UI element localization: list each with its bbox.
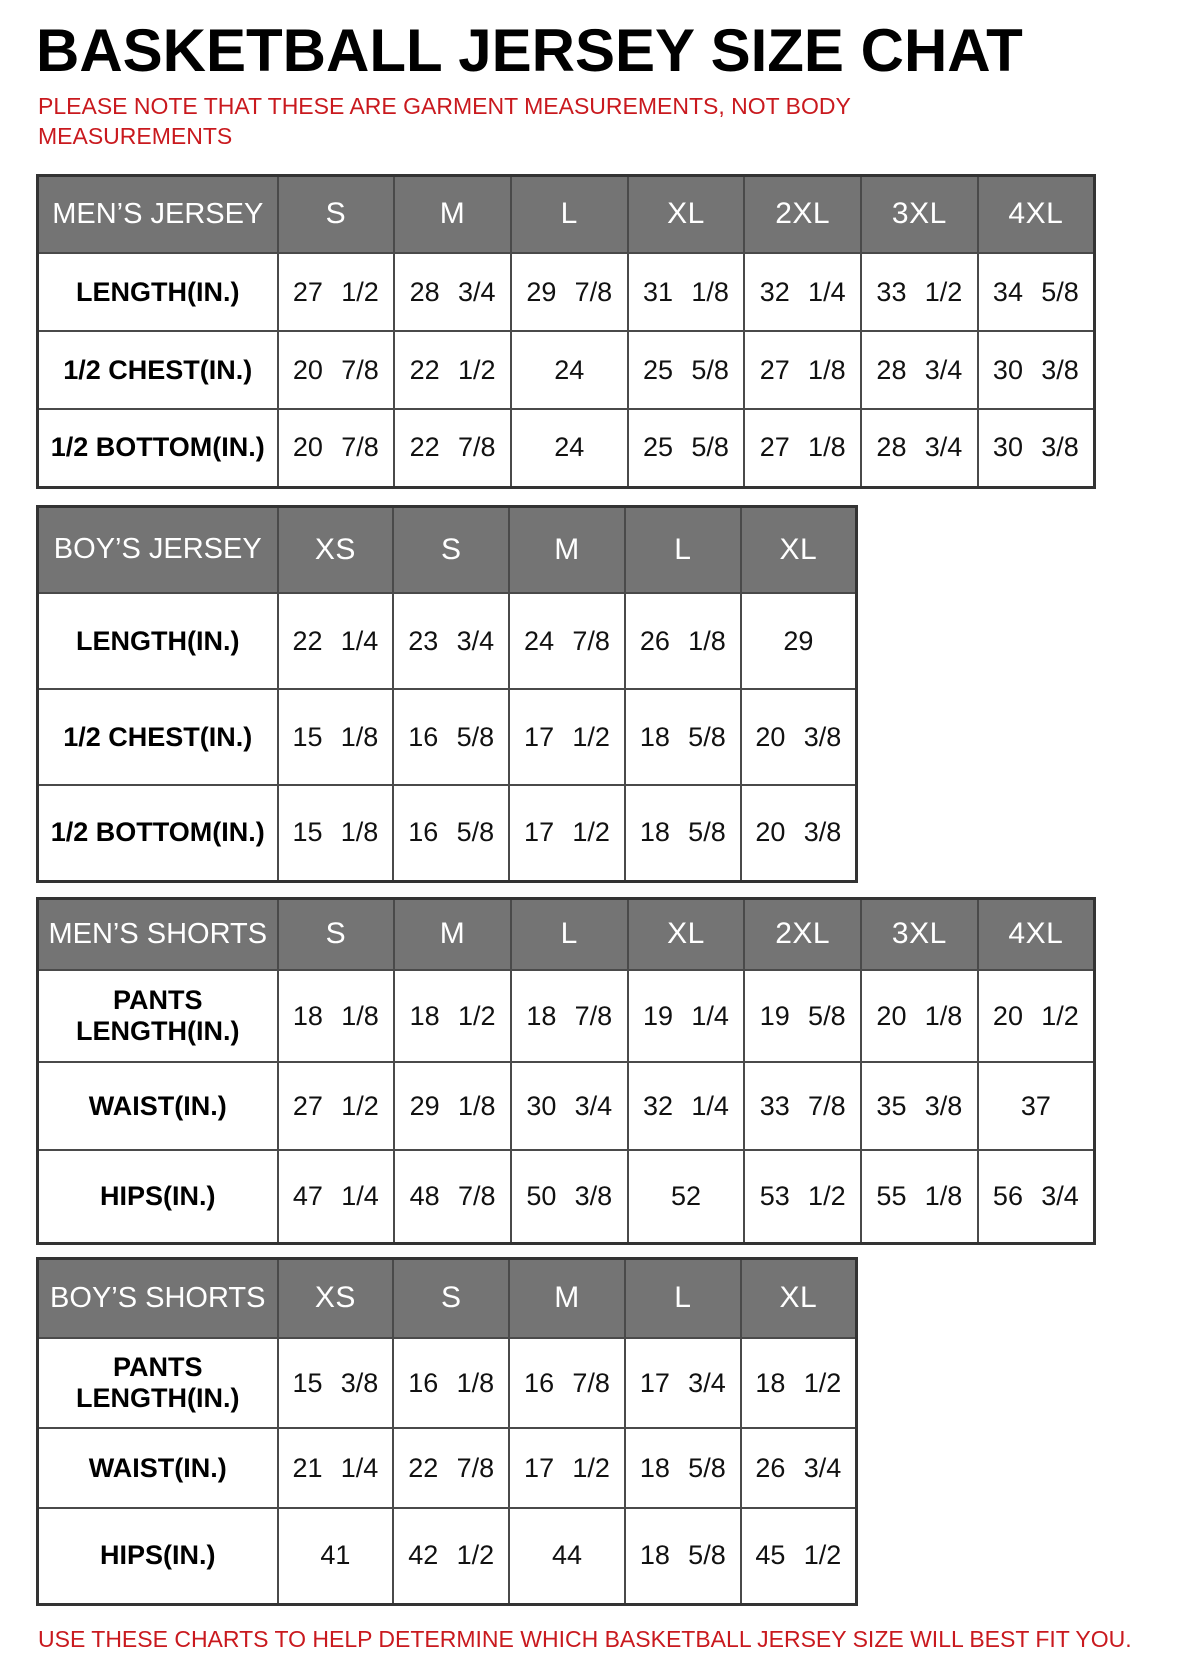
- row-label: 1/2 CHEST(IN.): [38, 689, 278, 785]
- measurement-value: 18 1/2: [394, 970, 511, 1062]
- table-row: [38, 785, 857, 881]
- row-label: 1/2 CHEST(IN.): [38, 331, 278, 409]
- table-title-cell: MEN’S SHORTS: [38, 898, 278, 970]
- measurement-value: 30 3/8: [978, 409, 1095, 487]
- measurement-value: 25 5/8: [628, 331, 745, 409]
- measurement-value: 16 7/8: [509, 1338, 625, 1428]
- table-row: [38, 1428, 857, 1508]
- measurement-value: 44: [509, 1508, 625, 1604]
- measurement-value: 18 5/8: [625, 1428, 741, 1508]
- measurement-value: 20 3/8: [741, 785, 857, 881]
- table-row: [38, 689, 857, 785]
- mens-jersey-table: [36, 174, 1096, 489]
- measurement-value: 22 1/2: [394, 331, 511, 409]
- size-column-header: XL: [741, 506, 857, 593]
- measurement-value: 29: [741, 593, 857, 689]
- size-column-header: M: [394, 898, 511, 970]
- size-column-header: L: [625, 506, 741, 593]
- measurement-value: 24: [511, 409, 628, 487]
- size-column-header: S: [278, 175, 395, 253]
- measurement-value: 32 1/4: [628, 1062, 745, 1150]
- table-title-cell: BOY’S SHORTS: [38, 1258, 278, 1338]
- measurement-value: 29 7/8: [511, 253, 628, 331]
- row-label: 1/2 BOTTOM(IN.): [38, 785, 278, 881]
- measurement-value: 28 3/4: [861, 409, 978, 487]
- size-column-header: M: [509, 1258, 625, 1338]
- measurement-value: 15 1/8: [278, 785, 394, 881]
- measurement-value: 33 1/2: [861, 253, 978, 331]
- measurement-value: 20 7/8: [278, 331, 395, 409]
- boys-jersey-table: [36, 505, 858, 883]
- measurement-value: 27 1/2: [278, 253, 395, 331]
- measurement-value: 42 1/2: [393, 1508, 509, 1604]
- measurement-value: 16 5/8: [393, 689, 509, 785]
- size-column-header: S: [278, 898, 395, 970]
- table-row: [38, 1150, 1095, 1243]
- header-row: [38, 506, 857, 593]
- measurement-value: 17 1/2: [509, 785, 625, 881]
- measurement-value: 16 1/8: [393, 1338, 509, 1428]
- size-column-header: M: [394, 175, 511, 253]
- page-title: BASKETBALL JERSEY SIZE CHAT: [36, 17, 1023, 84]
- size-column-header: XL: [741, 1258, 857, 1338]
- size-column-header: 4XL: [978, 175, 1095, 253]
- measurement-value: 25 5/8: [628, 409, 745, 487]
- measurement-value: 20 3/8: [741, 689, 857, 785]
- measurement-value: 20 1/2: [978, 970, 1095, 1062]
- measurement-value: 41: [278, 1508, 394, 1604]
- measurement-value: 27 1/8: [744, 409, 861, 487]
- measurement-value: 18 1/2: [741, 1338, 857, 1428]
- measurement-value: 28 3/4: [394, 253, 511, 331]
- size-column-header: 2XL: [744, 898, 861, 970]
- header-row: [38, 175, 1095, 253]
- measurement-value: 24: [511, 331, 628, 409]
- table-row: [38, 253, 1095, 331]
- size-column-header: L: [511, 175, 628, 253]
- size-column-header: XL: [628, 175, 745, 253]
- measurement-value: 47 1/4: [278, 1150, 395, 1243]
- measurement-value: 18 7/8: [511, 970, 628, 1062]
- measurement-value: 45 1/2: [741, 1508, 857, 1604]
- measurement-value: 17 3/4: [625, 1338, 741, 1428]
- measurement-value: 26 1/8: [625, 593, 741, 689]
- size-column-header: S: [393, 1258, 509, 1338]
- measurement-value: 55 1/8: [861, 1150, 978, 1243]
- footer-text: USE THESE CHARTS TO HELP DETERMINE WHICH BASKETBALL JERSEY SIZE WILL BEST FIT YOU.: [38, 1625, 1132, 1652]
- row-label: PANTS LENGTH(IN.): [38, 970, 278, 1062]
- size-column-header: XL: [628, 898, 745, 970]
- garment-measurements-note: PLEASE NOTE THAT THESE ARE GARMENT MEASUREMENTS, NOT BODY MEASUREMENTS: [38, 93, 851, 150]
- table-row: [38, 409, 1095, 487]
- row-label: LENGTH(IN.): [38, 253, 278, 331]
- row-label: 1/2 BOTTOM(IN.): [38, 409, 278, 487]
- size-column-header: L: [625, 1258, 741, 1338]
- measurement-value: 17 1/2: [509, 689, 625, 785]
- size-column-header: S: [393, 506, 509, 593]
- boys-shorts-table: [36, 1257, 858, 1606]
- measurement-value: 18 5/8: [625, 689, 741, 785]
- table-row: [38, 970, 1095, 1062]
- measurement-value: 35 3/8: [861, 1062, 978, 1150]
- table-row: [38, 1508, 857, 1604]
- row-label: PANTS LENGTH(IN.): [38, 1338, 278, 1428]
- size-column-header: 3XL: [861, 898, 978, 970]
- table-title-cell: BOY’S JERSEY: [38, 506, 278, 593]
- measurement-value: 24 7/8: [509, 593, 625, 689]
- measurement-value: 19 1/4: [628, 970, 745, 1062]
- size-column-header: L: [511, 898, 628, 970]
- measurement-value: 23 3/4: [393, 593, 509, 689]
- measurement-value: 56 3/4: [978, 1150, 1095, 1243]
- measurement-value: 31 1/8: [628, 253, 745, 331]
- measurement-value: 20 1/8: [861, 970, 978, 1062]
- measurement-value: 18 5/8: [625, 1508, 741, 1604]
- measurement-value: 52: [628, 1150, 745, 1243]
- measurement-value: 32 1/4: [744, 253, 861, 331]
- row-label: LENGTH(IN.): [38, 593, 278, 689]
- measurement-value: 22 7/8: [393, 1428, 509, 1508]
- measurement-value: 15 1/8: [278, 689, 394, 785]
- measurement-value: 34 5/8: [978, 253, 1095, 331]
- size-column-header: 4XL: [978, 898, 1095, 970]
- row-label: WAIST(IN.): [38, 1428, 278, 1508]
- size-column-header: 2XL: [744, 175, 861, 253]
- measurement-value: 29 1/8: [394, 1062, 511, 1150]
- header-row: [38, 1258, 857, 1338]
- table-row: [38, 1338, 857, 1428]
- measurement-value: 27 1/2: [278, 1062, 395, 1150]
- row-label: WAIST(IN.): [38, 1062, 278, 1150]
- measurement-value: 26 3/4: [741, 1428, 857, 1508]
- table-row: [38, 593, 857, 689]
- measurement-value: 17 1/2: [509, 1428, 625, 1508]
- mens-shorts-table: [36, 897, 1096, 1245]
- measurement-value: 20 7/8: [278, 409, 395, 487]
- table-row: [38, 331, 1095, 409]
- measurement-value: 22 7/8: [394, 409, 511, 487]
- measurement-value: 37: [978, 1062, 1095, 1150]
- measurement-value: 27 1/8: [744, 331, 861, 409]
- measurement-value: 16 5/8: [393, 785, 509, 881]
- measurement-value: 30 3/4: [511, 1062, 628, 1150]
- table-row: [38, 1062, 1095, 1150]
- size-column-header: XS: [278, 1258, 394, 1338]
- size-column-header: M: [509, 506, 625, 593]
- measurement-value: 21 1/4: [278, 1428, 394, 1508]
- size-column-header: 3XL: [861, 175, 978, 253]
- measurement-value: 28 3/4: [861, 331, 978, 409]
- measurement-value: 15 3/8: [278, 1338, 394, 1428]
- measurement-value: 18 5/8: [625, 785, 741, 881]
- measurement-value: 30 3/8: [978, 331, 1095, 409]
- row-label: HIPS(IN.): [38, 1508, 278, 1604]
- header-row: [38, 898, 1095, 970]
- measurement-value: 22 1/4: [278, 593, 394, 689]
- measurement-value: 18 1/8: [278, 970, 395, 1062]
- measurement-value: 53 1/2: [744, 1150, 861, 1243]
- measurement-value: 48 7/8: [394, 1150, 511, 1243]
- table-title-cell: MEN’S JERSEY: [38, 175, 278, 253]
- measurement-value: 19 5/8: [744, 970, 861, 1062]
- measurement-value: 33 7/8: [744, 1062, 861, 1150]
- size-column-header: XS: [278, 506, 394, 593]
- row-label: HIPS(IN.): [38, 1150, 278, 1243]
- measurement-value: 50 3/8: [511, 1150, 628, 1243]
